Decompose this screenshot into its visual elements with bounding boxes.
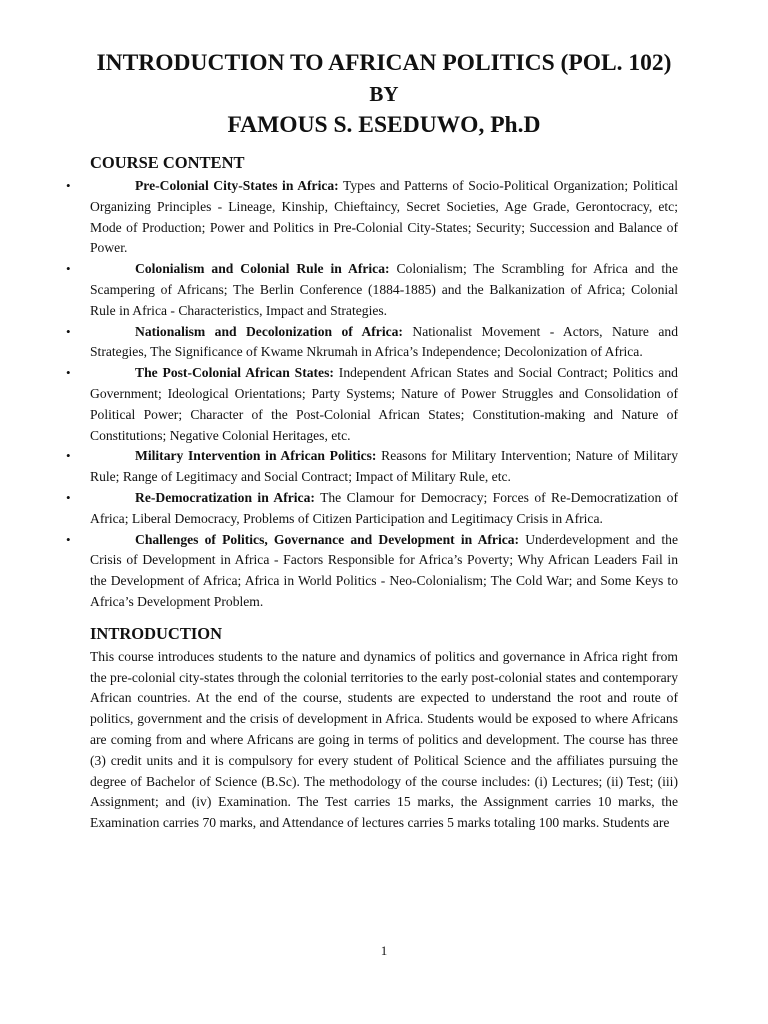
by-line: BY <box>369 82 399 106</box>
document-title: INTRODUCTION TO AFRICAN POLITICS (POL. 102) <box>96 50 672 76</box>
item-title: Colonialism and Colonial Rule in Africa: <box>135 261 390 277</box>
introduction-heading: INTRODUCTION <box>90 623 223 643</box>
list-item <box>66 322 678 364</box>
bullet-icon: • <box>66 323 71 339</box>
course-content-list <box>66 176 678 613</box>
item-title: Military Intervention in African Politics: <box>135 448 377 464</box>
author-name: FAMOUS S. ESEDUWO, Ph.D <box>227 112 541 138</box>
bullet-icon: • <box>66 448 71 464</box>
item-text: The Clamour for Democracy; Forces of Re-Democratization of Africa; Liberal Democracy, Problems of Citizen Participation and Legitimacy Crisis in Africa. <box>90 489 678 526</box>
introduction-paragraph: This course introduces students to the nature and dynamics of politics and governance in Africa right from the pre-colonial city-states through the colonial territories to the early post-colonial states and contemporary African countries. At the end of the course, students are expected to understand the root and route of politics, government and the crisis of development in Africa. Students would be exposed to where Africans are coming from and where Africans are going in terms of politics and development. The course has three (3) credit units and it is compulsory for every student of Political Science and the affiliates pursuing the degree of Bachelor of Science (B.Sc). The methodology of the course includes: (i) Lectures; (ii) Test; (iii) Assignment; and (iv) Examination. The Test carries 15 marks, the Assignment carries 10 marks, the Examination carries 70 marks, and Attendance of lectures carries 5 marks totaling 100 marks. Students are <box>90 648 678 831</box>
bullet-icon: • <box>66 531 71 547</box>
bullet-icon: • <box>66 261 71 277</box>
course-content-heading: COURSE CONTENT <box>90 153 245 172</box>
item-title: Pre-Colonial City-States in Africa: <box>135 178 339 193</box>
item-title: The Post-Colonial African States: <box>135 365 334 381</box>
item-text: Independent African States and Social Contract; Politics and Government; Ideological Orientations; Party Systems; Nature of Power Struggles and Consolidation of Political Power; Character of the Post-Colonial African States; Constitution-making and Nature of Constitutions; Negative Colonial Heritages, etc. <box>90 365 678 443</box>
item-text: Colonialism; The Scrambling for Africa and the Scampering of Africans; The Berlin Conference (1884-1885) and the Balkanization of Africa; Colonial Rule in Africa ‐ Characteristics, Impact and Strategies. <box>90 261 678 318</box>
item-text: Nationalist Movement ‐ Actors, Nature and Strategies, The Significance of Kwame Nkrumah in Africa’s Independence; Decolonization of Africa. <box>90 323 678 360</box>
bullet-icon: • <box>66 365 71 381</box>
item-text: Reasons for Military Intervention; Nature of Military Rule; Range of Legitimacy and Social Contract; Impact of Military Rule, etc. <box>90 448 678 485</box>
list-item <box>66 446 678 488</box>
list-item <box>66 176 678 259</box>
item-title: Nationalism and Decolonization of Africa: <box>135 323 403 339</box>
item-title: Challenges of Politics, Governance and Development in Africa: <box>135 531 520 547</box>
list-item <box>66 530 678 613</box>
item-title: Re-Democratization in Africa: <box>135 489 315 505</box>
item-text: Underdevelopment and the Crisis of Development in Africa ‐ Factors Responsible for Africa’s Poverty; Why African Leaders Fail in the Development of Africa; Africa in World Politics - Neo-Colonialism; The Cold War; and Some Keys to Africa’s Development Problem. <box>90 531 678 609</box>
page-number: 1 <box>380 943 388 958</box>
list-item <box>66 363 678 446</box>
list-item <box>66 259 678 321</box>
bullet-icon: • <box>66 489 71 505</box>
item-text: Types and Patterns of Socio-Political Organization; Political Organizing Principles ‐ Lineage, Kinship, Chieftaincy, Secret Societies, Age Grade, Gerontocracy, etc; Mode of Production; Power and Politics in Pre-Colonial City-States; Security; Succession and Balance of Power. <box>90 178 678 256</box>
list-item <box>66 488 678 530</box>
bullet-icon: • <box>66 178 71 193</box>
